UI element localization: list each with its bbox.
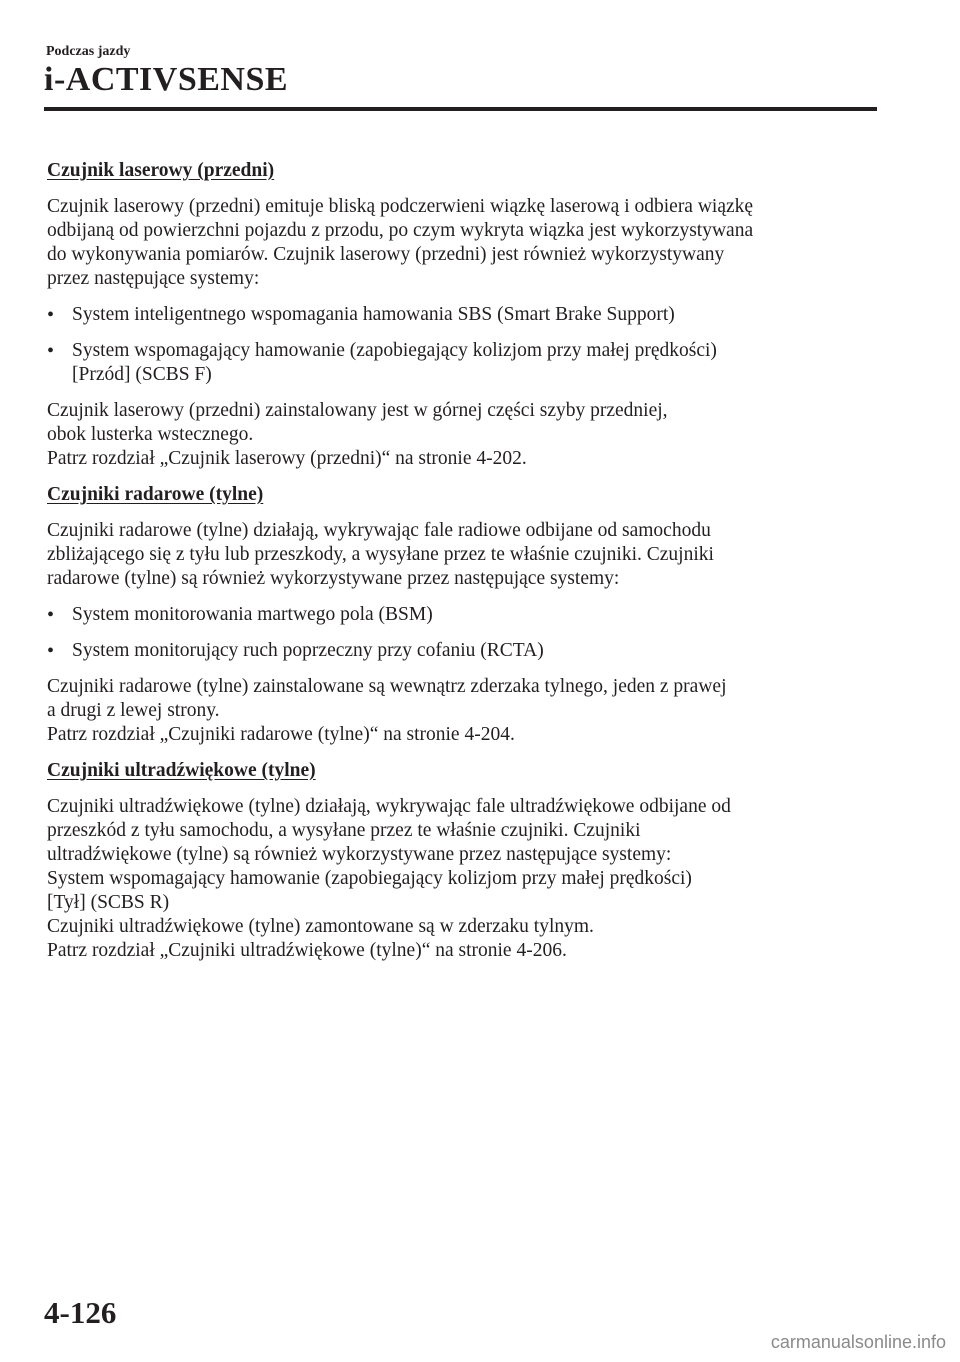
page-content [47,159,877,975]
section [47,759,877,963]
section-heading: Czujnik laserowy (przedni) [47,160,275,181]
text-line: • System monitorujący ruch poprzeczny przy cofaniu (RCTA) [72,640,544,661]
text-line: [Przód] (SCBS F) [72,364,212,385]
bullet-list [47,303,877,387]
bullet-item [47,339,877,387]
text-line: Czujniki radarowe (tylne) działają, wykrywając fale radiowe odbijane od samochodu [47,520,711,541]
text-line: radarowe (tylne) są również wykorzystywane przez następujące systemy: [47,568,620,589]
section-heading: Czujniki ultradźwiękowe (tylne) [47,760,316,781]
chapter-title: i-ACTIVSENSE [44,61,289,98]
paragraph [47,519,877,591]
bullet-list [47,603,877,663]
bullet-item [47,603,877,627]
text-line: Czujnik laserowy (przedni) zainstalowany jest w górnej części szyby przedniej, [47,400,668,421]
text-line: ultradźwiękowe (tylne) są również wykorzystywane przez następujące systemy: [47,844,672,865]
text-line: obok lusterka wstecznego. [47,424,254,445]
running-header-section: Podczas jazdy [46,44,131,59]
text-line: Czujnik laserowy (przedni) emituje bliską podczerwieni wiązkę laserową i odbiera wiązkę [47,196,754,217]
text-line: przez następujące systemy: [47,268,260,289]
text-line: a drugi z lewej strony. [47,700,220,721]
text-line: Patrz rozdział „Czujniki radarowe (tylne)“ na stronie 4-204. [47,724,515,745]
text-line: Czujniki ultradźwiękowe (tylne) zamontowane są w zderzaku tylnym. [47,916,594,937]
text-line: • System wspomagający hamowanie (zapobiegający kolizjom przy małej prędkości) [72,340,717,361]
text-line: System wspomagający hamowanie (zapobiegający kolizjom przy małej prędkości) [47,868,692,889]
paragraph [47,795,877,963]
section [47,159,877,471]
text-line: przeszkód z tyłu samochodu, a wysyłane przez te właśnie czujniki. Czujniki [47,820,641,841]
paragraph [47,399,877,471]
section-heading: Czujniki radarowe (tylne) [47,484,264,505]
paragraph [47,195,877,291]
text-line: Czujniki radarowe (tylne) zainstalowane są wewnątrz zderzaka tylnego, jeden z prawej [47,676,727,697]
text-line: odbijaną od powierzchni pojazdu z przodu, po czym wykryta wiązka jest wykorzystywana [47,220,754,241]
bullet-item [47,303,877,327]
text-line: [Tył] (SCBS R) [47,892,170,913]
text-line: Patrz rozdział „Czujnik laserowy (przedni)“ na stronie 4-202. [47,448,527,469]
text-line: zbliżającego się z tyłu lub przeszkody, a wysyłane przez te właśnie czujniki. Czujniki [47,544,714,565]
text-line: do wykonywania pomiarów. Czujnik laserowy (przedni) jest również wykorzystywany [47,244,725,265]
watermark-text: carmanualsonline.info [770,1332,946,1352]
section [47,483,877,747]
text-line: Czujniki ultradźwiękowe (tylne) działają, wykrywając fale ultradźwiękowe odbijane od [47,796,731,817]
header-rule [44,107,877,111]
text-line: • System inteligentnego wspomagania hamowania SBS (Smart Brake Support) [72,304,675,325]
text-line: Patrz rozdział „Czujniki ultradźwiękowe (tylne)“ na stronie 4-206. [47,940,567,961]
bullet-item [47,639,877,663]
text-line: • System monitorowania martwego pola (BSM) [72,604,433,625]
page-number: 4-126 [44,1295,117,1330]
paragraph [47,675,877,747]
